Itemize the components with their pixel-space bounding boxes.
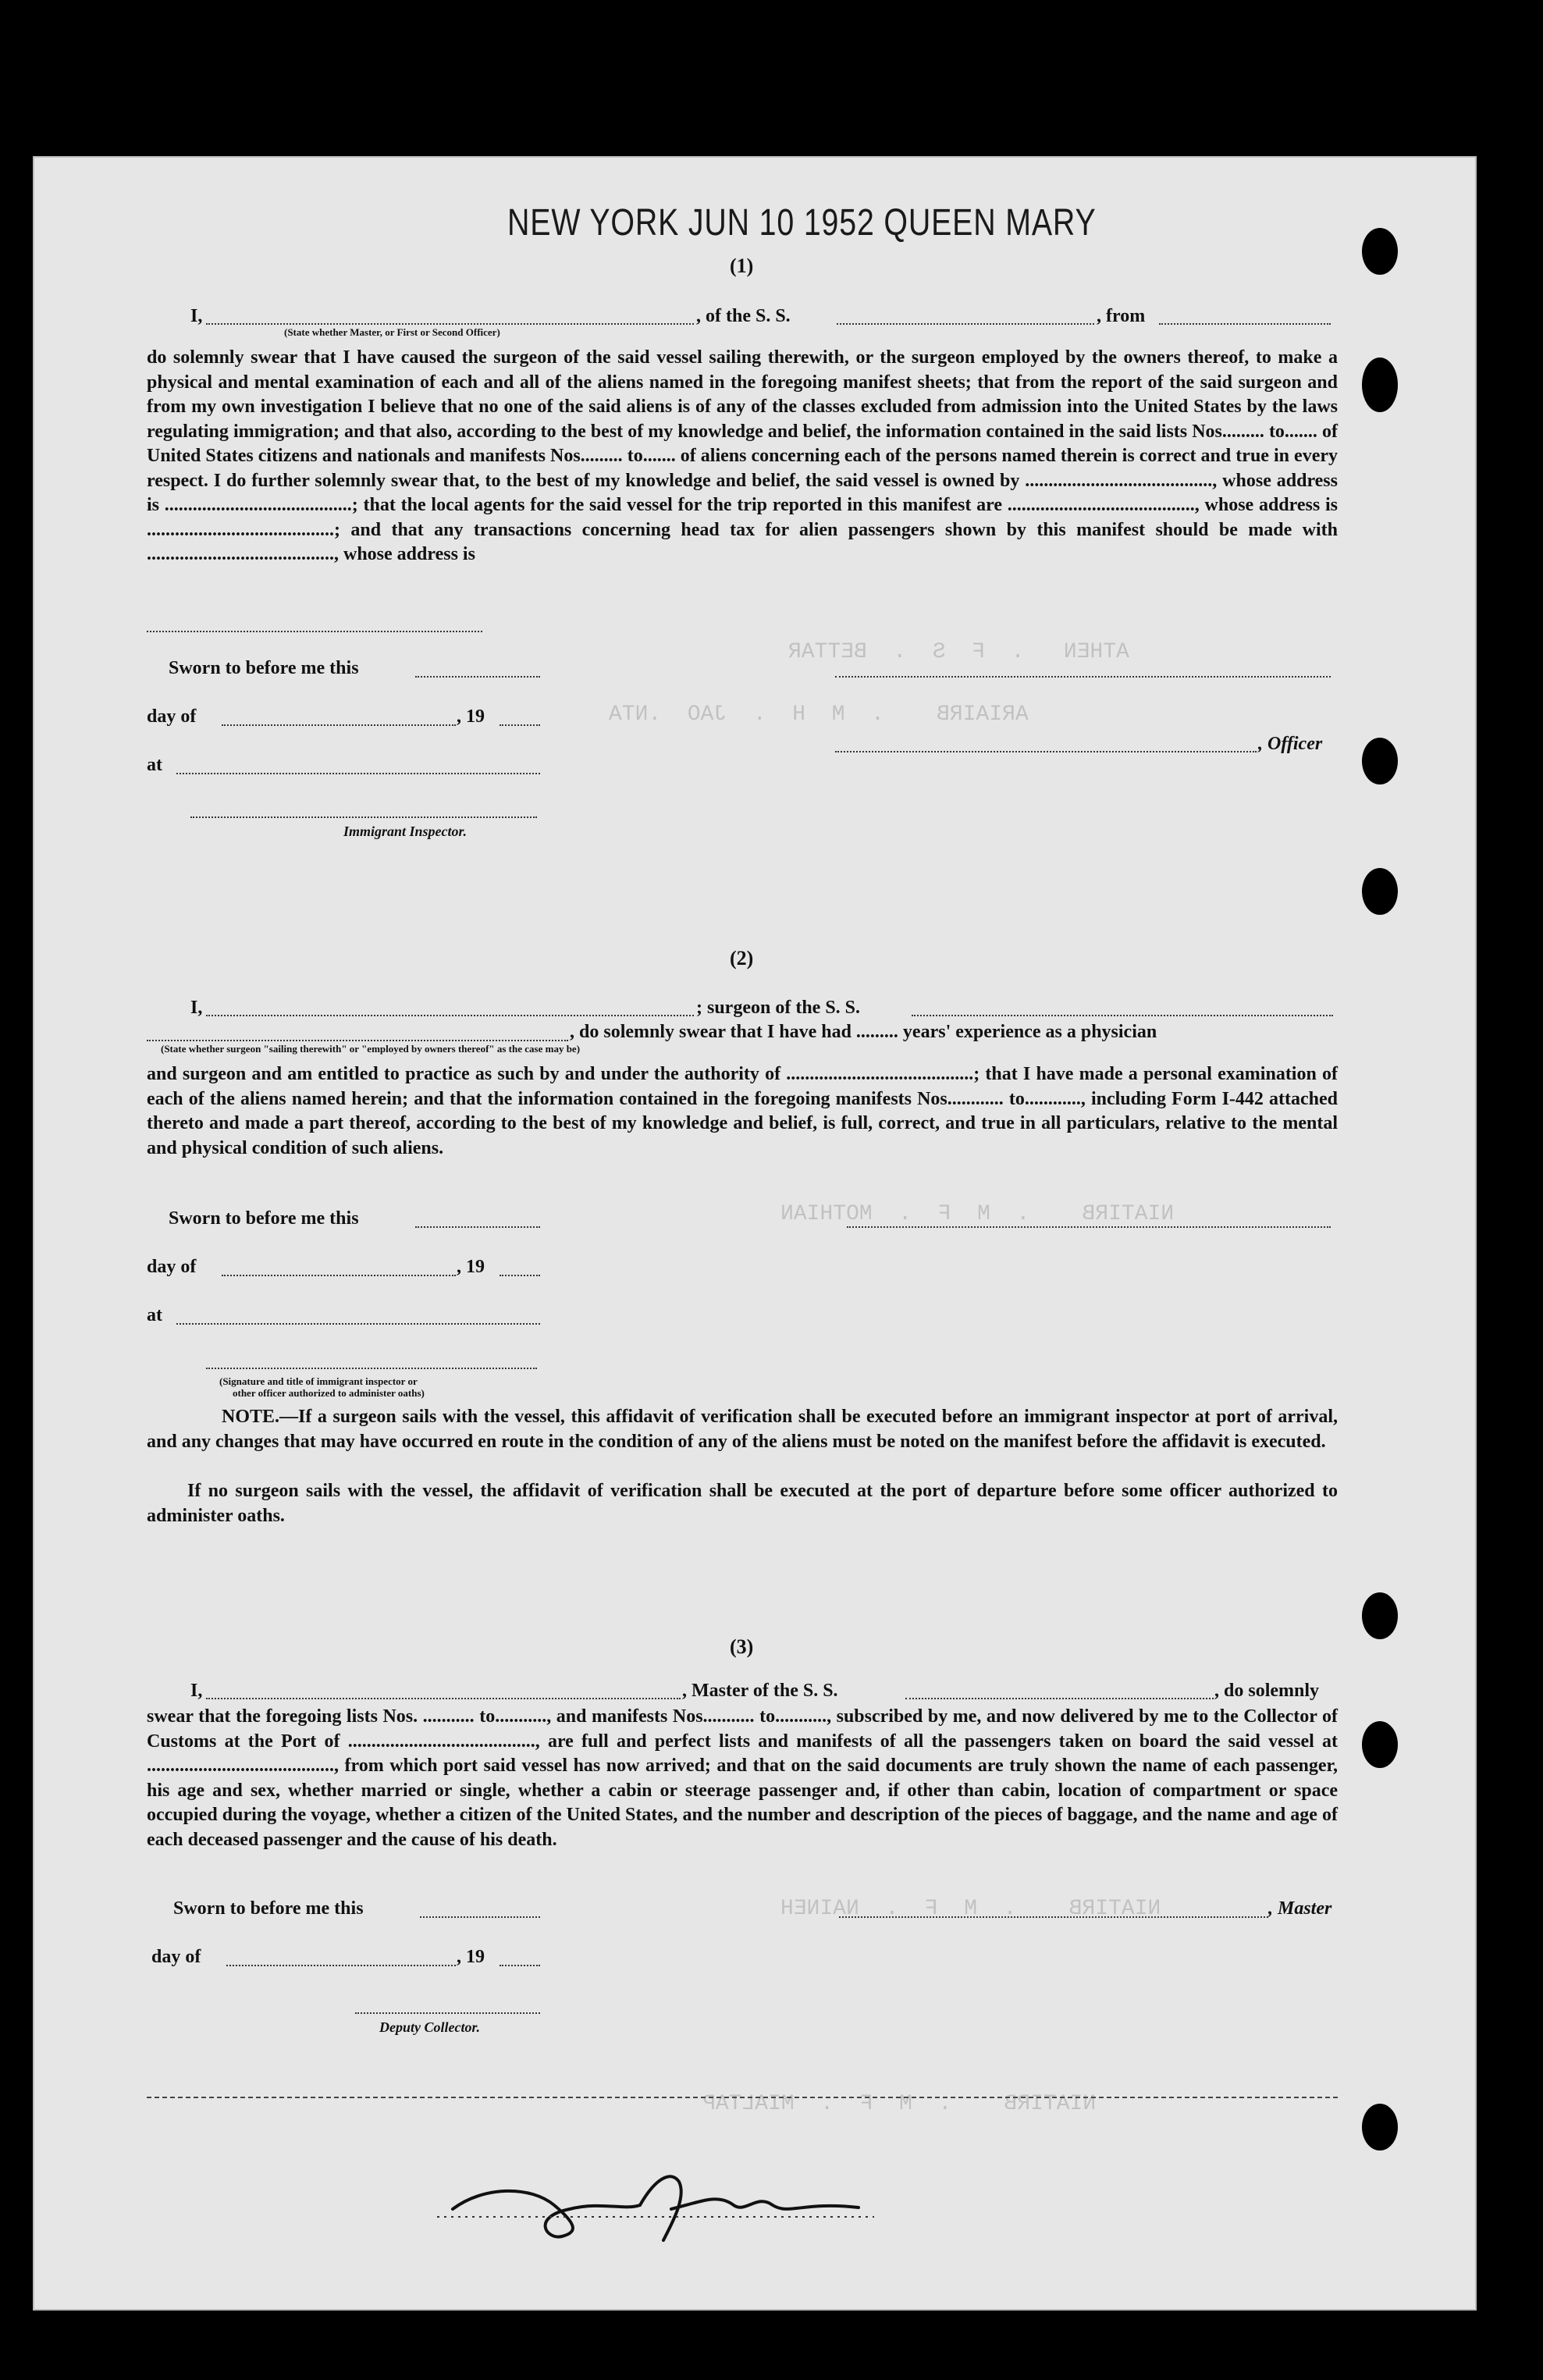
- affidavit2-surgeon: ; surgeon of the S. S.: [696, 998, 861, 1018]
- section-3-label: (3): [730, 1635, 754, 1658]
- vessel-name-field[interactable]: [837, 323, 1094, 325]
- affidavit2-body: and surgeon and am entitled to practice as such by and under the authority of ........................................; that I have made a personal examination of each of the aliens named herein; and that the information contained in the foregoing manifests Nos............ to............, including Form I-442 attached thereto and made a part thereof, according to the best of my knowledge and belief, is full, correct, and true in all particulars, relative to the mental and physical condition of such aliens.: [147, 1064, 1338, 1158]
- surgeon-signature-field[interactable]: [847, 1226, 1331, 1228]
- master-signature-field[interactable]: [839, 1916, 1268, 1918]
- inspector-signature-field-2[interactable]: [206, 1368, 537, 1369]
- year-field-3[interactable]: [500, 1965, 540, 1966]
- handwritten-signature: [437, 2162, 874, 2248]
- inspector-signature-field[interactable]: [190, 816, 537, 818]
- master-name-field[interactable]: [206, 323, 694, 325]
- bottom-rule: [147, 2097, 1338, 2098]
- address-field[interactable]: [147, 631, 482, 632]
- master-name-field-3[interactable]: [206, 1698, 681, 1699]
- deputy-collector-caption: Deputy Collector.: [379, 2019, 480, 2035]
- affidavit1-of-ss: , of the S. S.: [696, 306, 791, 326]
- month-field-2[interactable]: [222, 1275, 456, 1276]
- collector-signature-field[interactable]: [355, 2012, 540, 2014]
- punch-hole: [1362, 228, 1398, 275]
- section-1-label: (1): [730, 254, 754, 277]
- affidavit1-body: do solemnly swear that I have caused the surgeon of the said vessel sailing therewith, or the surgeon employed by the owners thereof, to make a physical and mental examination of each and all of the aliens named in the foregoing manifest sheets; that from the report of the said surgeon and from my own investigation I believe that no one of the said aliens is of any of the classes excluded from admission into the United States by the laws regulating immigration; and that also, according to the best of my knowledge and belief, the information contained in the said lists Nos......... to....... of United States citizens and nationals and manifests Nos......... to....... of aliens concerning each of the persons named therein is correct and true in every respect. I do further solemnly swear that, to the best of my knowledge and belief, the said vessel is owned by ........................................, whose address is ........................................; that the local agents for the said vessel for the trip reported in this manifest are ........................................, whose address is ........................................; and that any transactions concerning head tax for alien passengers shown by this manifest should be made with ........................................, whose address is: [147, 347, 1338, 564]
- bleed-through-text: NIATIRB . M F . MIALTAP: [702, 2092, 1097, 2116]
- punch-hole: [1362, 358, 1398, 412]
- sworn-day-field-2[interactable]: [415, 1226, 540, 1228]
- year-label-2: , 19: [457, 1257, 485, 1277]
- year-label: , 19: [457, 706, 485, 727]
- affidavit1-i: I,: [190, 306, 203, 326]
- at-label: at: [147, 755, 162, 775]
- month-field[interactable]: [222, 724, 456, 726]
- affidavit3-i: I,: [190, 1681, 203, 1701]
- signature-caption-2: other officer authorized to administer oaths): [233, 1387, 425, 1399]
- bleed-through-text: ATHEN . F S . BETTAR: [788, 640, 1129, 664]
- affidavit1-from: , from: [1097, 306, 1146, 326]
- year-field-2[interactable]: [500, 1275, 540, 1276]
- officer-name-field[interactable]: [835, 751, 1257, 752]
- at-place-field-2[interactable]: [176, 1323, 540, 1325]
- month-field-3[interactable]: [226, 1965, 456, 1966]
- note-paragraph-1: NOTE.—If a surgeon sails with the vessel, this affidavit of verification shall be executed before an immigrant inspector at port of arrival, and any changes that may have occurred en route in the condition of any of the aliens must be noted on the manifest before the affidavit is executed.: [147, 1407, 1338, 1452]
- officer-label: , Officer: [1258, 734, 1323, 754]
- surgeon-name-field[interactable]: [206, 1015, 694, 1016]
- sworn-label: Sworn to before me this: [169, 658, 359, 678]
- year-field[interactable]: [500, 724, 540, 726]
- punch-hole: [1362, 868, 1398, 915]
- day-of-label-2: day of: [147, 1257, 197, 1277]
- affidavit2-line2: , do solemnly swear that I have had ......... years' experience as a physician: [570, 1022, 1157, 1042]
- note-paragraph-2: If no surgeon sails with the vessel, the affidavit of verification shall be executed at the port of departure before some officer authorized to administer oaths.: [147, 1481, 1338, 1526]
- year-label-3: , 19: [457, 1947, 485, 1967]
- master-label: , Master: [1268, 1898, 1332, 1919]
- day-of-label-3: day of: [151, 1947, 201, 1967]
- signature-caption-1: (Signature and title of immigrant inspector or: [219, 1375, 418, 1387]
- bleed-through-text: ARIAIRB . M H . JAO .NTA: [609, 703, 1029, 727]
- sworn-label-2: Sworn to before me this: [169, 1208, 359, 1229]
- at-label-2: at: [147, 1305, 162, 1325]
- immigrant-inspector-caption: Immigrant Inspector.: [343, 824, 468, 839]
- affidavit2-i: I,: [190, 998, 203, 1018]
- punch-hole: [1362, 2104, 1398, 2151]
- day-of-label: day of: [147, 706, 197, 727]
- affidavit3-swear: , do solemnly: [1214, 1681, 1320, 1701]
- sworn-day-field-3[interactable]: [420, 1916, 540, 1918]
- punch-hole: [1362, 1592, 1398, 1639]
- punch-hole: [1362, 1721, 1398, 1768]
- vessel-name-field-3[interactable]: [905, 1698, 1214, 1699]
- officer-rank-note: (State whether Master, or First or Second Officer): [284, 326, 500, 338]
- surgeon-vessel-field[interactable]: [912, 1015, 1333, 1016]
- punch-hole: [1362, 738, 1398, 784]
- officer-signature-field[interactable]: [835, 676, 1331, 678]
- from-port-field[interactable]: [1159, 323, 1331, 325]
- surgeon-status-note: (State whether surgeon "sailing therewith" or "employed by owners thereof" as the case may be): [161, 1043, 581, 1055]
- affidavit3-master: , Master of the S. S.: [682, 1681, 838, 1701]
- sworn-label-3: Sworn to before me this: [173, 1898, 364, 1919]
- bleed-through-text: NIATIRB . M F . NAINEH: [780, 1897, 1161, 1921]
- at-place-field[interactable]: [176, 773, 540, 774]
- bleed-through-text: NIATIRB . M F . MOTHIAN: [780, 1202, 1175, 1226]
- affidavit3-body: swear that the foregoing lists Nos. ........... to..........., and manifests Nos........... to..........., subscribed by me, and now delivered by me to the Collector of Customs at the Port of ........................................, are full and perfect lists and manifests of all the passengers taken on board the said vessel at ........................................, from which port said vessel has now arrived; and that on the said documents are truly shown the name of each passenger, his age and sex, whether married or single, whether a cabin or steerage passenger and, if other than cabin, location of compartment or space occupied during the voyage, whether a citizen of the United States, and the number and description of the pieces of baggage, and the name and age of each deceased passenger and the cause of his death.: [147, 1706, 1338, 1850]
- surgeon-status-field[interactable]: [147, 1040, 568, 1041]
- port-date-vessel-stamp: NEW YORK JUN 10 1952 QUEEN MARY: [507, 202, 1097, 244]
- section-2-label: (2): [730, 947, 754, 969]
- sworn-day-field[interactable]: [415, 676, 540, 678]
